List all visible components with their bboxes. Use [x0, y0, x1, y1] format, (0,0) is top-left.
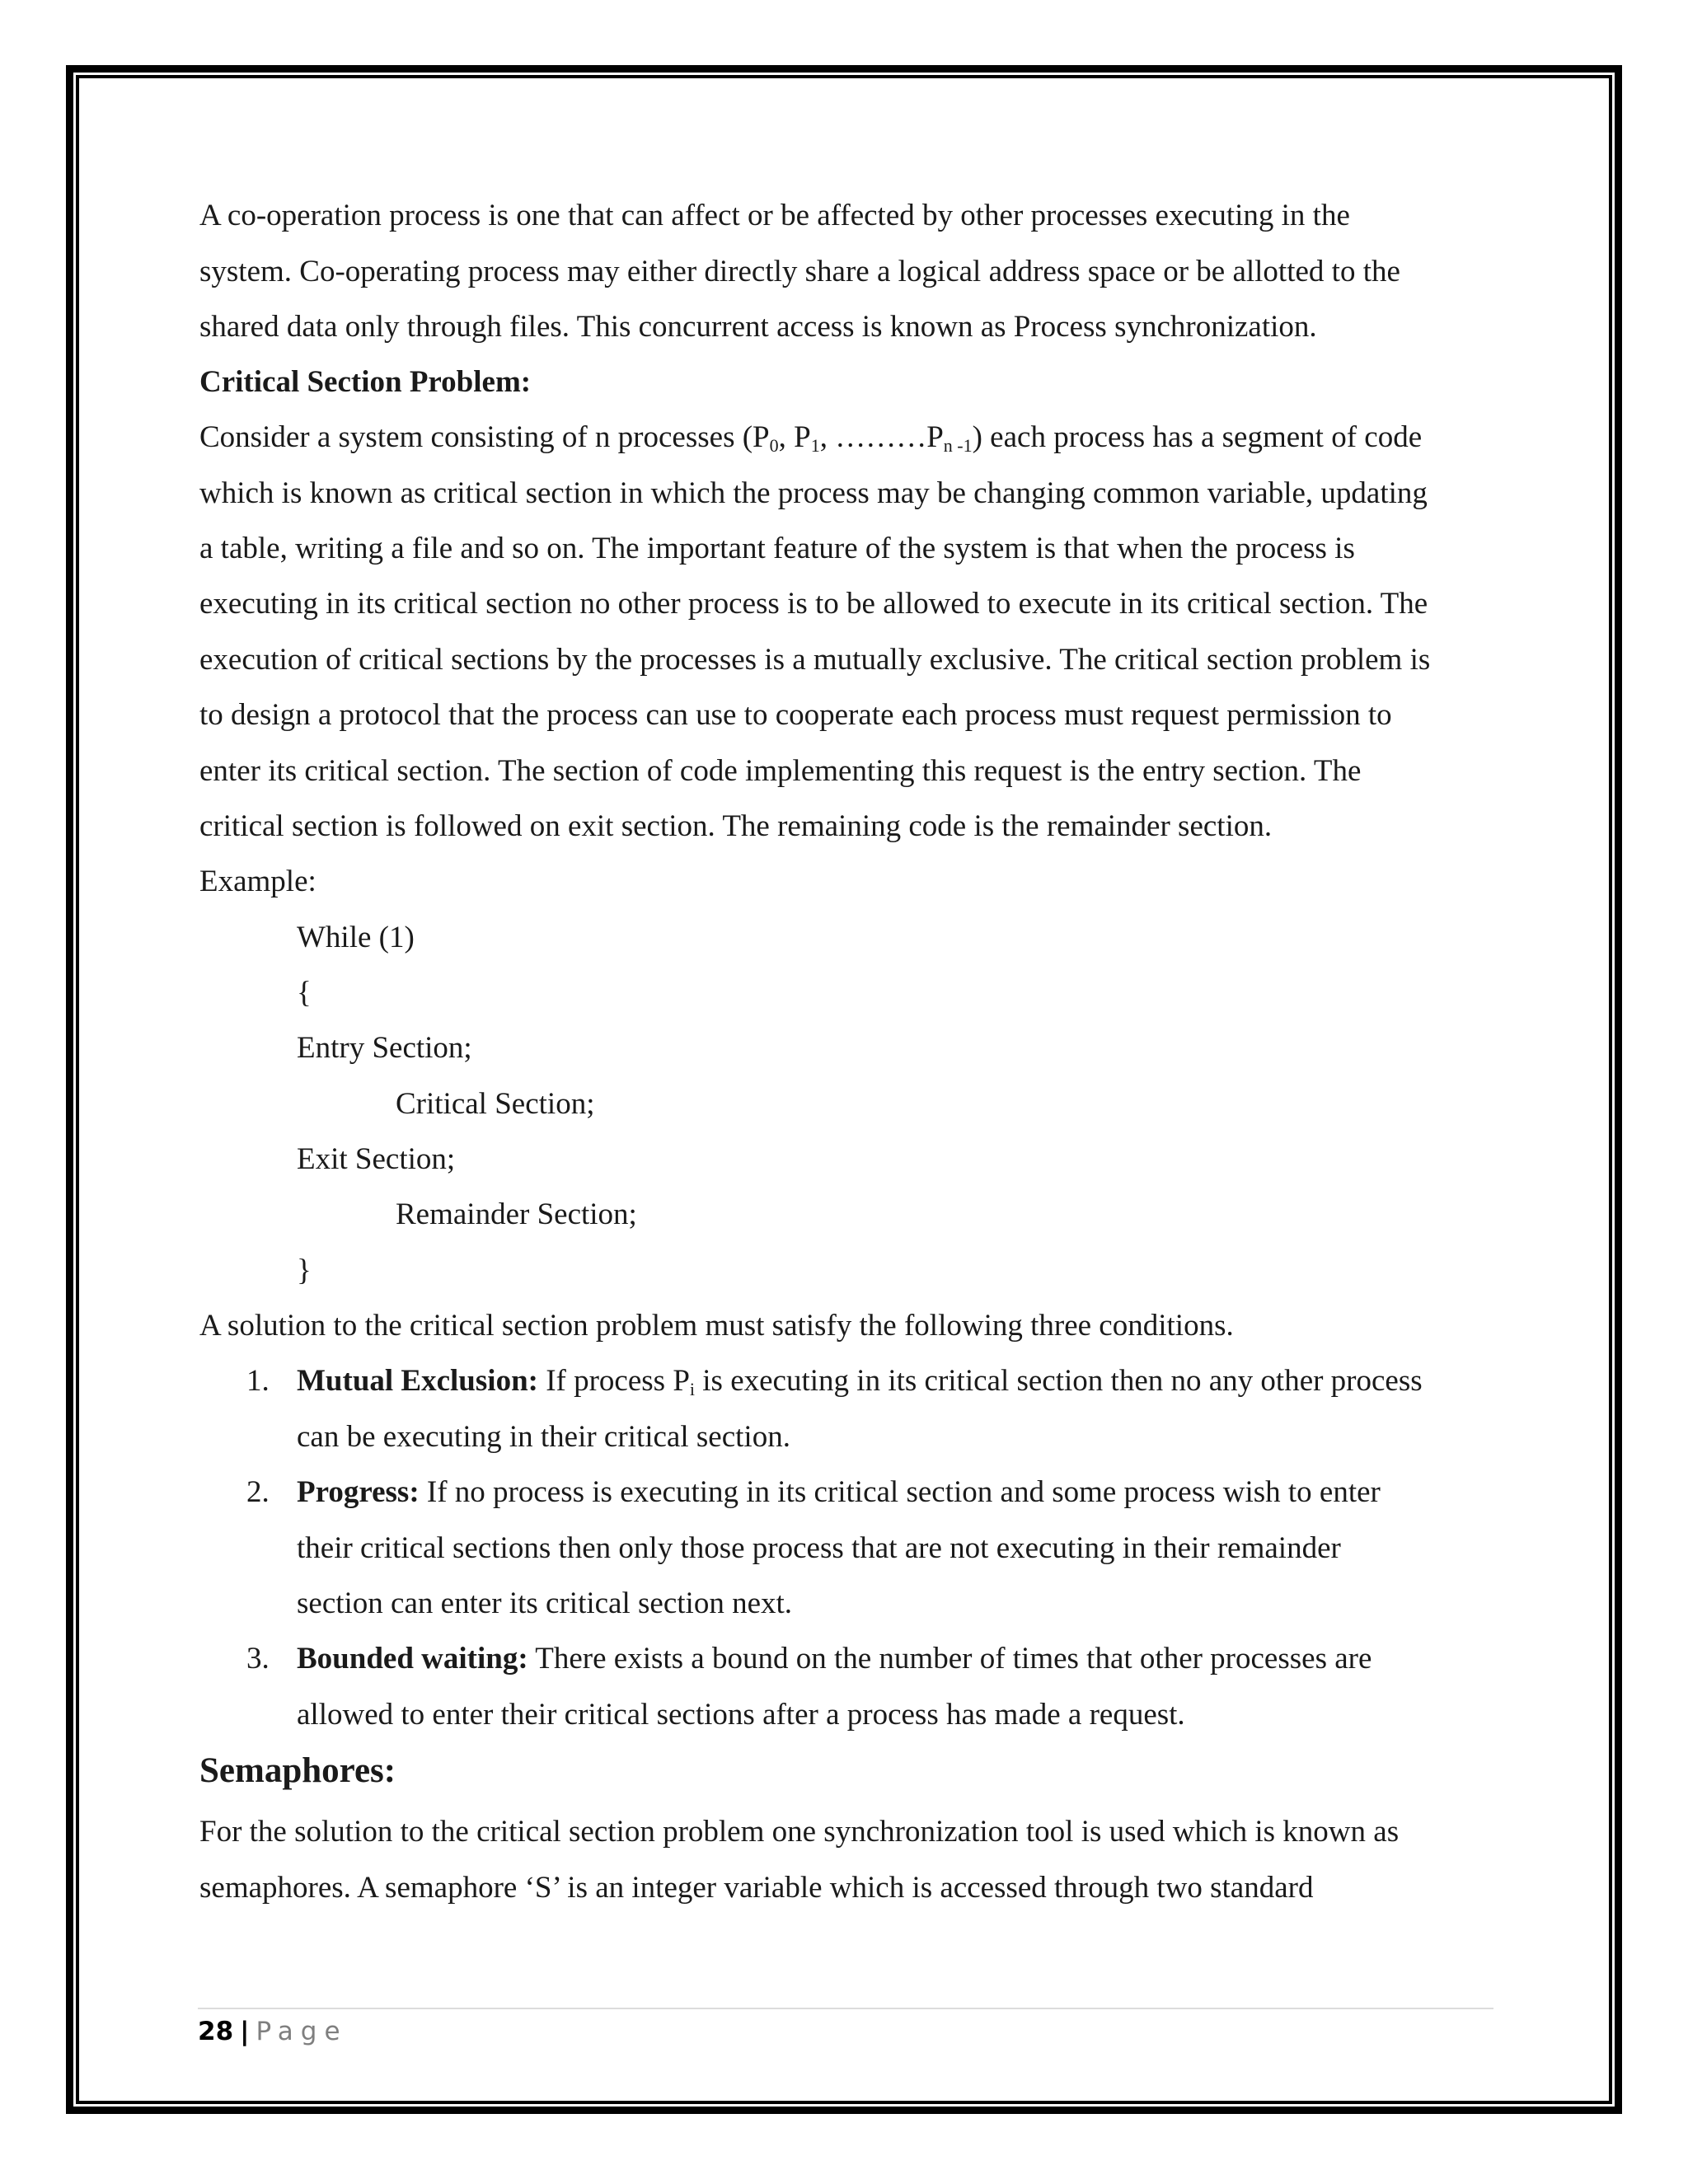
condition-1-number: 1. — [246, 1364, 270, 1398]
code-close-brace: } — [297, 1254, 312, 1287]
condition-3-title: Bounded waiting: — [297, 1642, 528, 1675]
condition-3-line-1: Bounded waiting: There exists a bound on the number of times that other processes are — [297, 1642, 1372, 1675]
footer-separator: | — [240, 2017, 250, 2046]
consider-line: Consider a system consisting of n processes ($P_0$, $P_1$, $\dots\dots\dots P_{n -1}$) each process has a segment of code — [199, 420, 1423, 456]
condition-3-number: 3. — [246, 1642, 270, 1675]
page-label: Page — [256, 2017, 348, 2046]
page-number: 28 — [198, 2017, 234, 2046]
critical-section-heading: Critical Section Problem: — [199, 365, 532, 399]
condition-3-line-2: allowed to enter their critical sections after a process has made a request. — [297, 1698, 1185, 1732]
code-entry-section: Entry Section; — [297, 1031, 472, 1065]
code-exit-section: Exit Section; — [297, 1142, 456, 1176]
condition-2-line-2: their critical sections then only those process that are not executing in their remainder — [297, 1531, 1341, 1565]
condition-1-title: Mutual Exclusion: — [297, 1364, 538, 1398]
critical-body-line-7: critical section is followed on exit section. The remaining code is the remainder section. — [199, 809, 1273, 843]
code-open-brace: { — [297, 976, 312, 1010]
semaphores-line-2: semaphores. A semaphore ‘S’ is an integer variable which is accessed through two standard — [199, 1871, 1314, 1905]
condition-2-number: 2. — [246, 1475, 270, 1509]
critical-body-line-1: which is known as critical section in which the process may be changing common variable, updating — [199, 476, 1428, 510]
condition-2-title: Progress: — [297, 1475, 420, 1509]
critical-body-line-2: a table, writing a file and so on. The important feature of the system is that when the process is — [199, 532, 1355, 565]
semaphores-heading: Semaphores: — [199, 1751, 396, 1790]
solution-intro: A solution to the critical section problem must satisfy the following three conditions. — [199, 1309, 1234, 1343]
code-while: While (1) — [297, 921, 415, 954]
footer-divider — [198, 2008, 1493, 2009]
critical-body-line-3: executing in its critical section no other process is to be allowed to execute in its critical section. The — [199, 587, 1428, 621]
condition-1-line-1: Mutual Exclusion: If process $P_i$ is executing in its critical section then no any other process — [297, 1364, 1423, 1399]
condition-2-line-1: Progress: If no process is executing in its critical section and some process wish to enter — [297, 1475, 1381, 1509]
semaphores-line-1: For the solution to the critical section problem one synchronization tool is used which is known as — [199, 1815, 1400, 1849]
page-footer — [198, 2014, 348, 2049]
example-label: Example: — [199, 865, 316, 898]
intro-line-2: system. Co-operating process may either directly share a logical address space or be allotted to the — [199, 255, 1400, 288]
code-critical-section: Critical Section; — [396, 1087, 595, 1121]
critical-body-line-5: to design a protocol that the process can use to cooperate each process must request permission to — [199, 698, 1392, 732]
condition-2-line-3: section can enter its critical section next. — [297, 1586, 793, 1620]
intro-line-3: shared data only through files. This concurrent access is known as Process synchronization. — [199, 310, 1317, 344]
condition-1-line-2: can be executing in their critical section. — [297, 1420, 790, 1454]
intro-line-1: A co-operation process is one that can affect or be affected by other processes executing in the — [199, 199, 1350, 232]
critical-body-line-6: enter its critical section. The section of code implementing this request is the entry section. The — [199, 754, 1362, 788]
code-remainder-section: Remainder Section; — [396, 1197, 637, 1231]
critical-body-line-4: execution of critical sections by the processes is a mutually exclusive. The critical section problem is — [199, 643, 1431, 677]
